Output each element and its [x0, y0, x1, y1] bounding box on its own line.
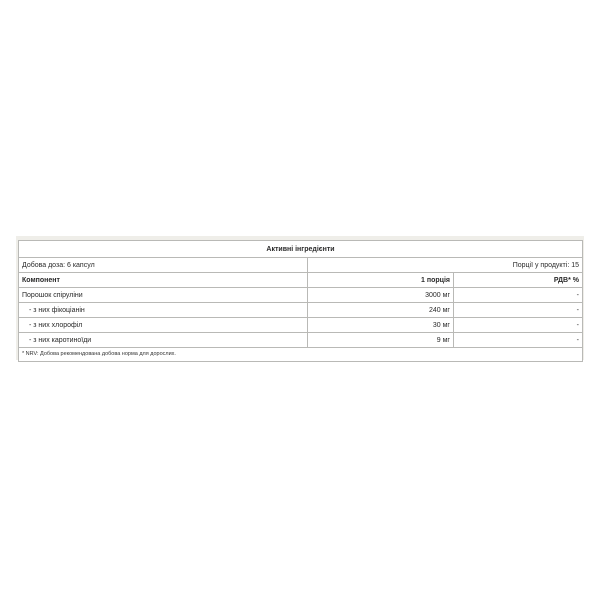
- ingredients-card: [16, 236, 584, 360]
- row-rdv: -: [454, 288, 583, 303]
- row-amount: 3000 мг: [308, 288, 454, 303]
- header-row: [19, 273, 583, 288]
- row-amount: 30 мг: [308, 318, 454, 333]
- row-name: - з них фікоціанін: [19, 303, 308, 318]
- footnote-row: [19, 348, 583, 362]
- row-rdv: -: [454, 333, 583, 348]
- title-row: [19, 241, 583, 258]
- header-rdv: РДВ* %: [454, 273, 583, 288]
- table-title: Активні інгредієнти: [19, 241, 583, 258]
- row-name: - з них хлорофіл: [19, 318, 308, 333]
- row-name: Порошок спіруліни: [19, 288, 308, 303]
- table-row: [19, 333, 583, 348]
- row-rdv: -: [454, 303, 583, 318]
- row-amount: 9 мг: [308, 333, 454, 348]
- header-portion: 1 порція: [308, 273, 454, 288]
- row-name: - з них каротиноїди: [19, 333, 308, 348]
- daily-dose: Добова доза: 6 капсул: [19, 258, 308, 273]
- header-component: Компонент: [19, 273, 308, 288]
- row-amount: 240 мг: [308, 303, 454, 318]
- table-row: [19, 303, 583, 318]
- table-row: [19, 288, 583, 303]
- dose-row: [19, 258, 583, 273]
- row-rdv: -: [454, 318, 583, 333]
- table-row: [19, 318, 583, 333]
- servings-per-product: Порції у продукті: 15: [308, 258, 583, 273]
- ingredients-table: [18, 240, 583, 362]
- footnote: * NRV: Добова рекомендована добова норма для дорослих.: [19, 348, 583, 362]
